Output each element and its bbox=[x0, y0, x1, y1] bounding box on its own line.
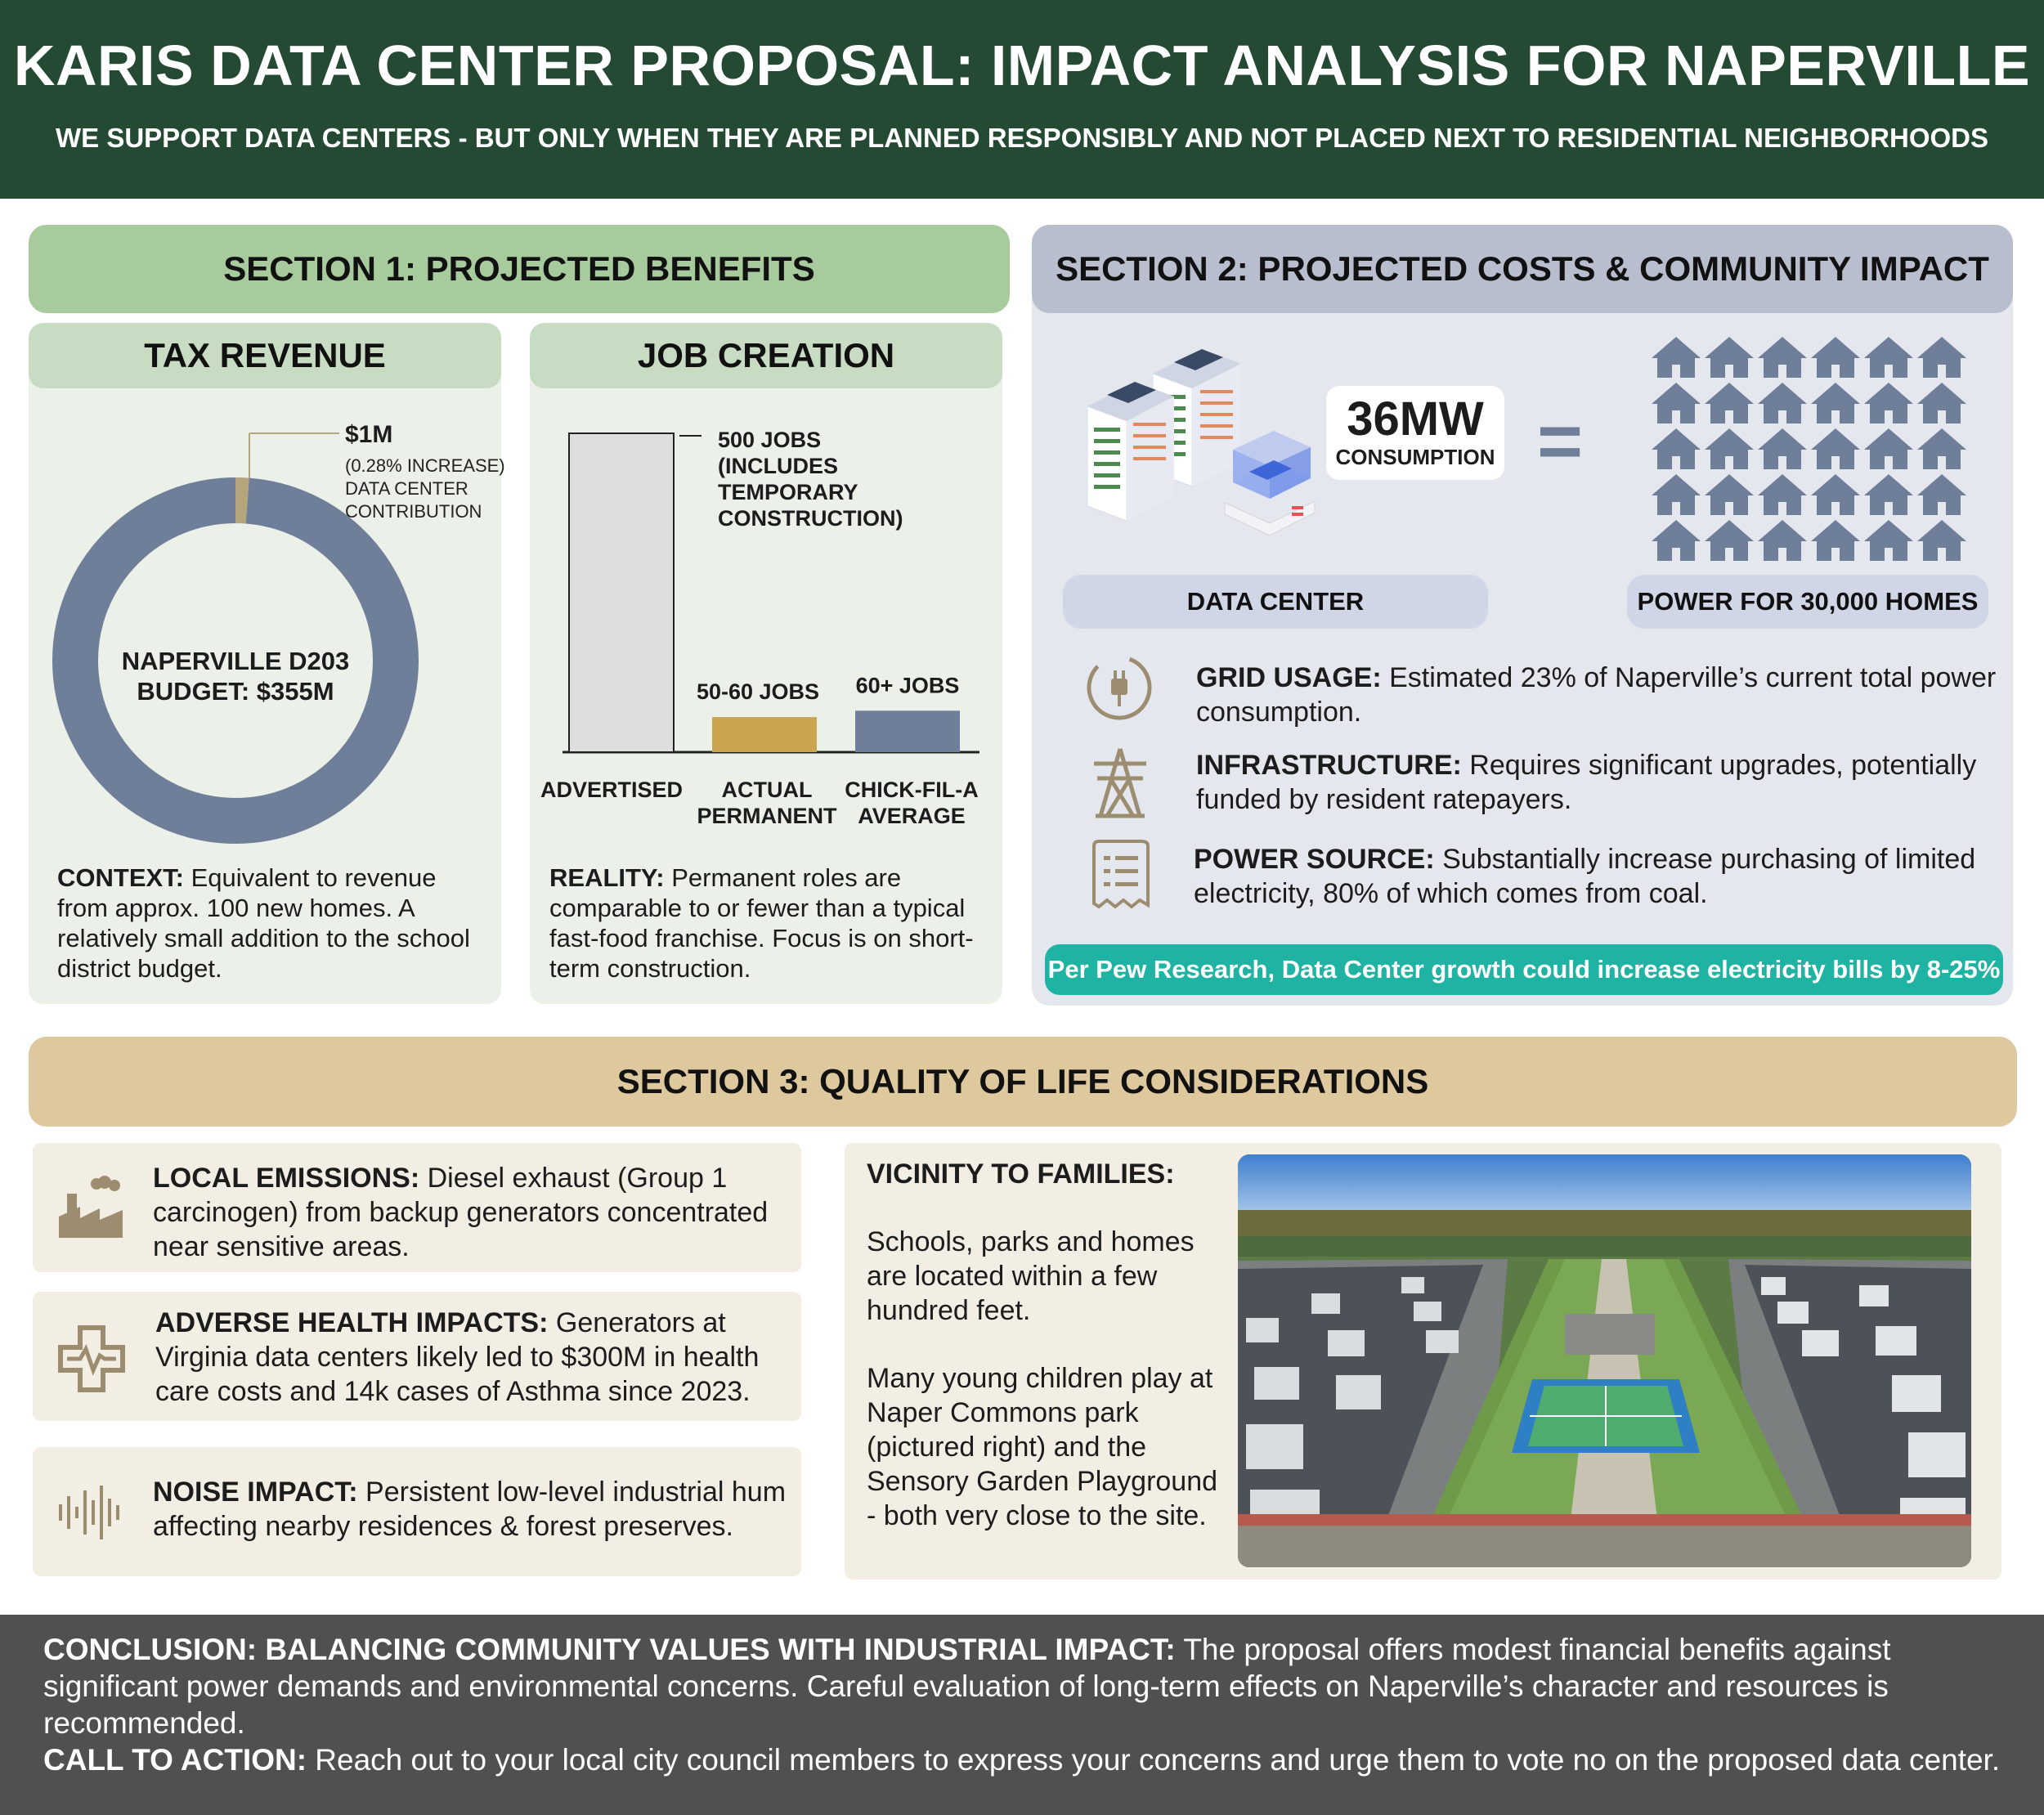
section2-banner: SECTION 2: PROJECTED COSTS & COMMUNITY IMPACT bbox=[1032, 225, 2013, 313]
conclusion-label: CONCLUSION: BALANCING COMMUNITY VALUES WITH INDUSTRIAL IMPACT: bbox=[43, 1633, 1176, 1666]
families-paragraph-1: Schools, parks and homes are located within a few hundred feet. bbox=[867, 1226, 1195, 1326]
section3-banner: SECTION 3: QUALITY OF LIFE CONSIDERATIONS bbox=[29, 1037, 2017, 1127]
donut-contribution-label: DATA CENTER CONTRIBUTION bbox=[345, 478, 482, 522]
infrastructure-body: Requires significant upgrades, potentially funded by resident ratepayers. bbox=[1196, 750, 1977, 815]
plug-icon bbox=[1086, 654, 1153, 721]
grid-usage-label: GRID USAGE: bbox=[1196, 662, 1382, 693]
homes-power-label: POWER FOR 30,000 HOMES bbox=[1627, 575, 1988, 629]
job-bar-0 bbox=[569, 433, 674, 752]
job-bar-1 bbox=[712, 717, 817, 752]
donut-amount-label: $1M bbox=[345, 421, 393, 448]
conclusion-body: The proposal offers modest financial benefits against significant power demands and environmental concerns. Careful evaluation of long-term effects on Naperville’s character and resources is recommended. bbox=[43, 1633, 1891, 1740]
reality-label: REALITY: bbox=[549, 863, 665, 892]
house-icon bbox=[1705, 474, 1754, 515]
consumption-callout bbox=[1326, 386, 1504, 480]
health-body: Generators at Virginia data centers likely led to $300M in health care costs and 14k cases of Asthma since 2023. bbox=[155, 1307, 760, 1407]
noise-body: Persistent low-level industrial hum affecting nearby residences & forest preserves. bbox=[153, 1477, 787, 1542]
house-icon bbox=[1652, 428, 1701, 469]
house-icon bbox=[1652, 383, 1701, 424]
consumption-unit: CONSUMPTION bbox=[1335, 445, 1495, 469]
donut-center-line2: BUDGET: $355M bbox=[137, 677, 334, 706]
pew-research-callout: Per Pew Research, Data Center growth could increase electricity bills by 8-25% bbox=[1045, 944, 2003, 995]
house-icon bbox=[1705, 383, 1754, 424]
house-icon bbox=[1705, 520, 1754, 561]
power-source-body: Substantially increase purchasing of limited electricity, 80% of which comes from coal. bbox=[1194, 844, 1976, 909]
house-icon bbox=[1917, 520, 1966, 561]
donut-increase-label: (0.28% INCREASE) bbox=[345, 455, 505, 476]
tax-donut-chart bbox=[29, 323, 501, 846]
house-icon bbox=[1758, 428, 1807, 469]
house-icon bbox=[1917, 428, 1966, 469]
house-icon bbox=[1652, 474, 1701, 515]
header-bar bbox=[0, 0, 2044, 199]
job-category-label-1: ACTUAL PERMANENT bbox=[697, 778, 837, 828]
grid-usage-text bbox=[1196, 661, 1997, 729]
noise-text bbox=[153, 1475, 799, 1544]
house-icon bbox=[1917, 474, 1966, 515]
families-paragraph-2: Many young children play at Naper Commons park (pictured right) and the Sensory Garden Playground - both very close to the site. bbox=[867, 1363, 1218, 1531]
health-cross-icon bbox=[56, 1323, 128, 1395]
consumption-value: 36MW bbox=[1347, 392, 1484, 446]
call-to-action-text bbox=[43, 1741, 2022, 1778]
house-icon bbox=[1652, 337, 1701, 378]
house-icon bbox=[1917, 383, 1966, 424]
health-label: ADVERSE HEALTH IMPACTS: bbox=[155, 1307, 549, 1338]
emissions-label: LOCAL EMISSIONS: bbox=[153, 1163, 420, 1194]
donut-center-label bbox=[72, 646, 399, 706]
house-icon bbox=[1864, 337, 1913, 378]
data-center-servers-icon bbox=[1078, 331, 1323, 564]
page-subtitle: WE SUPPORT DATA CENTERS - BUT ONLY WHEN THEY ARE PLANNED RESPONSIBLY AND NOT PLACED NEXT TO RESIDENTIAL NEIGHBORHOODS bbox=[56, 123, 1988, 153]
house-icon bbox=[1811, 383, 1860, 424]
power-source-text bbox=[1194, 842, 1995, 911]
job-category-label-0: ADVERTISED bbox=[540, 778, 684, 802]
job-creation-heading: JOB CREATION bbox=[530, 323, 1002, 388]
bill-icon bbox=[1087, 838, 1154, 912]
naper-commons-park-photo bbox=[1238, 1154, 1971, 1567]
factory-icon bbox=[56, 1176, 126, 1239]
infrastructure-label: INFRASTRUCTURE: bbox=[1196, 750, 1462, 781]
house-icon bbox=[1864, 383, 1913, 424]
equals-sign: = bbox=[1537, 397, 1584, 485]
house-icon bbox=[1811, 520, 1860, 561]
donut-center-line1: NAPERVILLE D203 bbox=[121, 647, 350, 675]
house-icon bbox=[1705, 428, 1754, 469]
house-icon bbox=[1758, 337, 1807, 378]
emissions-body: Diesel exhaust (Group 1 carcinogen) from backup generators concentrated near sensitive areas. bbox=[153, 1163, 769, 1262]
house-icon bbox=[1758, 520, 1807, 561]
house-grid bbox=[1652, 337, 1979, 574]
families-title: VICINITY TO FAMILIES: bbox=[867, 1158, 1175, 1190]
reality-body: Permanent roles are comparable to or fewer than a typical fast-food franchise. Focus is on short-term construction. bbox=[549, 863, 974, 983]
grid-usage-body: Estimated 23% of Naperville’s current total power consumption. bbox=[1196, 662, 1997, 728]
data-center-label: DATA CENTER bbox=[1063, 575, 1488, 629]
job-bar-2 bbox=[855, 710, 960, 752]
house-icon bbox=[1864, 428, 1913, 469]
tax-revenue-heading: TAX REVENUE bbox=[29, 323, 501, 388]
conclusion-text bbox=[43, 1631, 2006, 1741]
context-label: CONTEXT: bbox=[57, 863, 184, 892]
jobs-bar-chart bbox=[530, 388, 1002, 846]
infrastructure-text bbox=[1196, 748, 1997, 817]
noise-label: NOISE IMPACT: bbox=[153, 1477, 358, 1508]
power-tower-icon bbox=[1087, 746, 1153, 821]
sound-wave-icon bbox=[56, 1484, 126, 1541]
section1-banner: SECTION 1: PROJECTED BENEFITS bbox=[29, 225, 1010, 313]
job-category-label-2: CHICK-FIL-A AVERAGE bbox=[845, 778, 979, 828]
call-to-action-label: CALL TO ACTION: bbox=[43, 1743, 307, 1777]
house-icon bbox=[1705, 337, 1754, 378]
job-value-label-1: 50-60 JOBS bbox=[696, 679, 820, 705]
house-icon bbox=[1864, 520, 1913, 561]
job-value-label-0: 500 JOBS (INCLUDES TEMPORARY CONSTRUCTION) bbox=[718, 428, 903, 531]
house-icon bbox=[1811, 428, 1860, 469]
context-body: Equivalent to revenue from approx. 100 new homes. A relatively small addition to the school district budget. bbox=[57, 863, 470, 983]
house-icon bbox=[1758, 383, 1807, 424]
tax-context-text bbox=[57, 863, 482, 984]
house-icon bbox=[1652, 520, 1701, 561]
page-title: KARIS DATA CENTER PROPOSAL: IMPACT ANALYSIS FOR NAPERVILLE bbox=[13, 34, 2031, 97]
house-icon bbox=[1811, 337, 1860, 378]
call-to-action-body: Reach out to your local city council members to express your concerns and urge them to vote no on the proposed data center. bbox=[307, 1743, 2001, 1777]
house-icon bbox=[1758, 474, 1807, 515]
house-icon bbox=[1811, 474, 1860, 515]
health-text bbox=[155, 1306, 801, 1409]
house-icon bbox=[1917, 337, 1966, 378]
power-source-label: POWER SOURCE: bbox=[1194, 844, 1435, 875]
emissions-text bbox=[153, 1161, 799, 1264]
house-icon bbox=[1864, 474, 1913, 515]
job-reality-text bbox=[549, 863, 991, 984]
job-value-label-2: 60+ JOBS bbox=[855, 673, 960, 698]
